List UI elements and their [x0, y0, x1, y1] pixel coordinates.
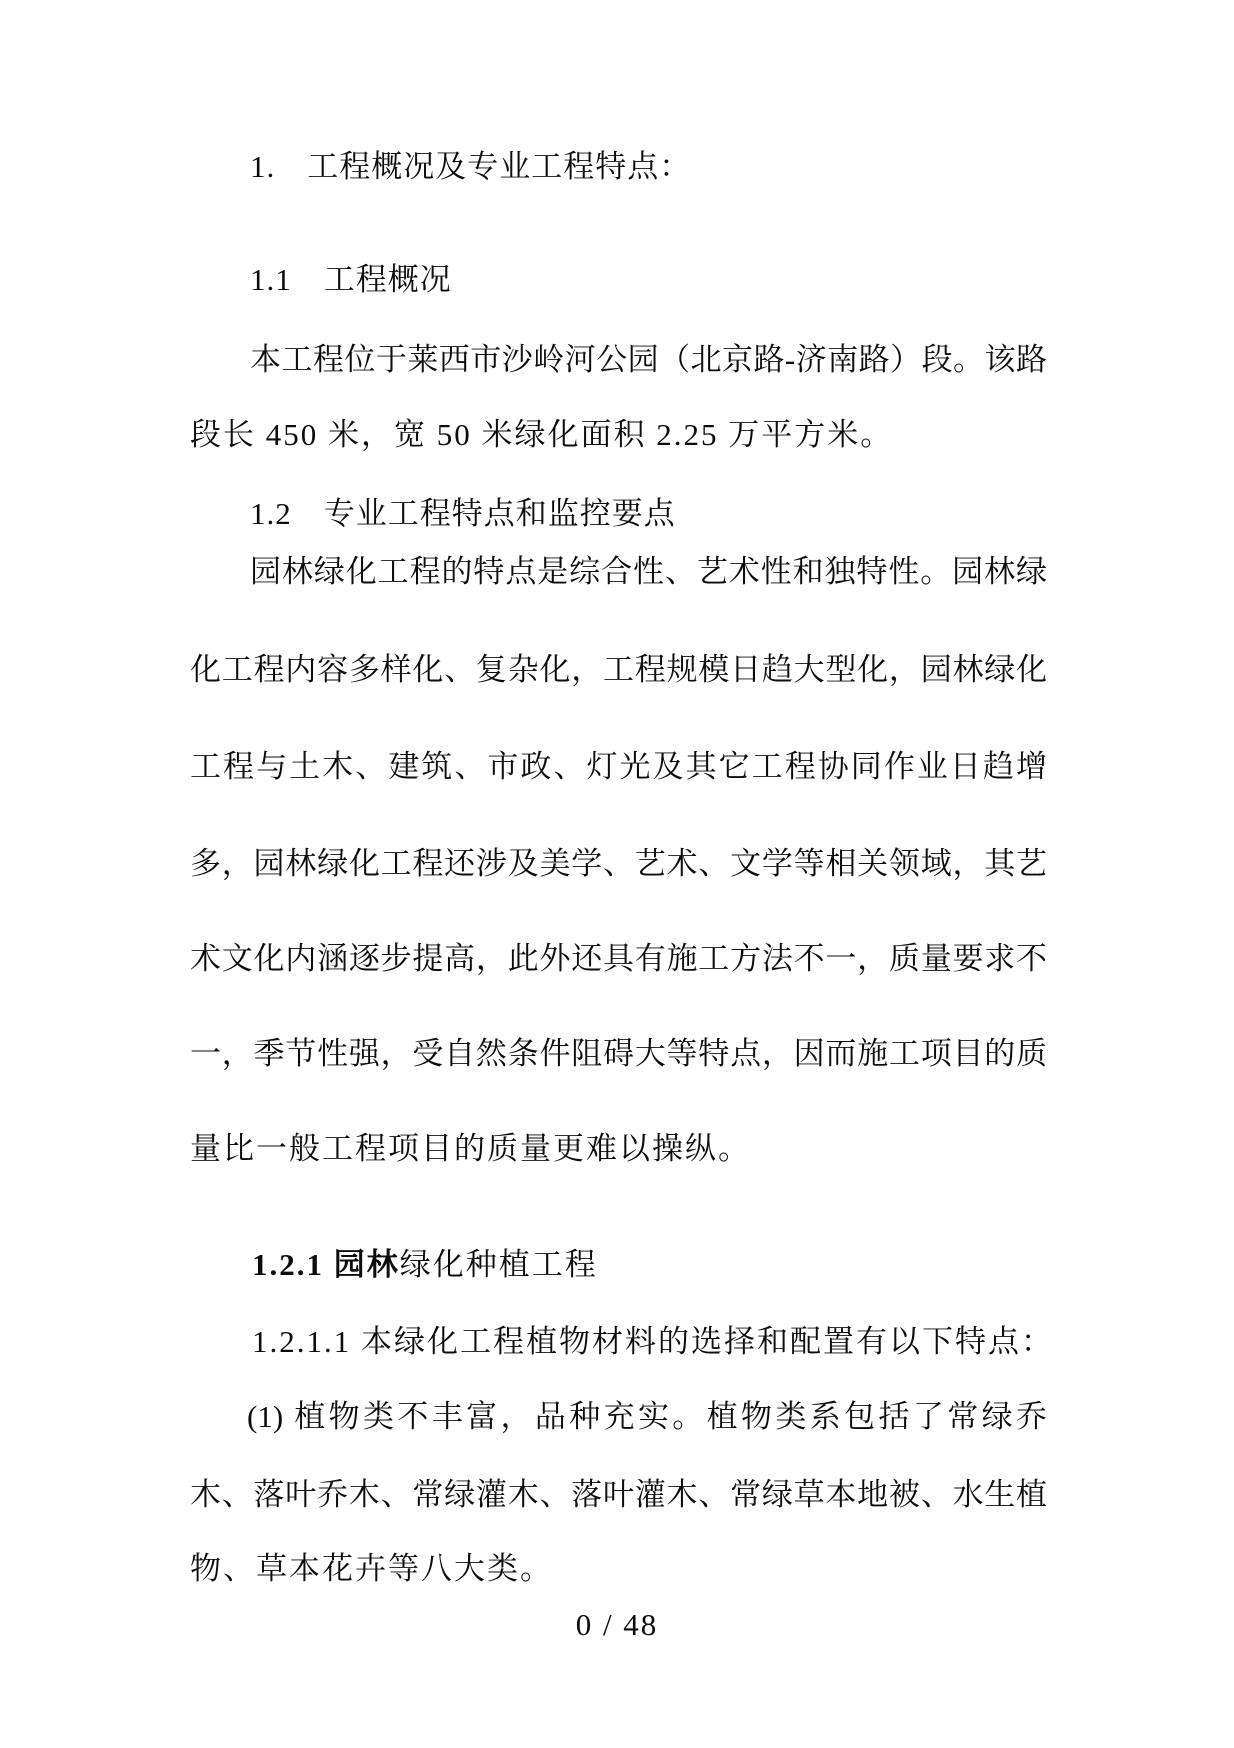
heading-1-2-1 — [252, 1245, 598, 1285]
para-overview-line-2-text: 段长 450 米，宽 50 米绿化面积 2.25 万平方米。 — [190, 417, 894, 452]
para-features-line-7-text: 量比一般工程项目的质量更难以操纵。 — [190, 1131, 751, 1166]
para-features-line-1 — [190, 552, 1047, 592]
heading-1-2-1-1 — [252, 1322, 1054, 1362]
para-features-line-2-text: 化工程内容多样化、复杂化，工程规模日趋大型化，园林绿化 — [190, 652, 1047, 687]
para-features-line-6 — [190, 1034, 1047, 1074]
para-features-line-4-text: 多，园林绿化工程还涉及美学、艺术、文学等相关领域，其艺 — [190, 846, 1047, 881]
para-features-line-5 — [190, 939, 1047, 979]
heading-1-2-1-1-text: 1.2.1.1 本绿化工程植物材料的选择和配置有以下特点： — [252, 1324, 1054, 1359]
para-features-line-5-text: 术文化内涵逐步提高，此外还具有施工方法不一，质量要求不 — [190, 941, 1047, 976]
para-features-line-1-text: 园林绿化工程的特点是综合性、艺术性和独特性。园林绿 — [250, 554, 1047, 589]
heading-1-2-1-text: 1.2.1 园林 — [252, 1247, 400, 1282]
heading-1-2-1-text: 绿化种植工程 — [399, 1247, 598, 1282]
para-overview-line-1-text: 本工程位于莱西市沙岭河公园（北京路-济南路）段。该路 — [250, 342, 1047, 377]
para-plants-line-3 — [190, 1549, 553, 1589]
para-features-line-4 — [190, 844, 1047, 884]
para-plants-line-2 — [190, 1475, 1047, 1515]
page-number: 0 / 48 — [575, 1607, 659, 1642]
para-plants-line-3-text: 物、草本花卉等八大类。 — [190, 1551, 553, 1586]
para-plants-line-1-text: (1) 植物类不丰富，品种充实。植物类系包括了常绿乔 — [247, 1399, 1047, 1434]
para-overview-line-2 — [190, 415, 893, 455]
para-features-line-2 — [190, 650, 1047, 690]
heading-1 — [250, 147, 691, 187]
para-plants-line-2-text: 木、落叶乔木、常绿灌木、落叶灌木、常绿草本地被、水生植 — [190, 1477, 1047, 1512]
heading-1-2-text: 1.2 专业工程特点和监控要点 — [250, 496, 676, 531]
para-overview-line-1 — [190, 340, 1047, 380]
heading-1-text: 1. 工程概况及专业工程特点： — [250, 149, 692, 184]
heading-1-1 — [250, 260, 452, 300]
para-features-line-3 — [190, 747, 1047, 787]
para-features-line-7 — [190, 1129, 751, 1169]
para-features-line-6-text: 一，季节性强，受自然条件阻碍大等特点，因而施工项目的质 — [190, 1036, 1047, 1071]
heading-1-2 — [250, 494, 676, 534]
para-features-line-3-text: 工程与土木、建筑、市政、灯光及其它工程协同作业日趋增 — [190, 749, 1047, 784]
para-plants-line-1 — [190, 1397, 1047, 1437]
heading-1-1-text: 1.1 工程概况 — [250, 262, 452, 297]
